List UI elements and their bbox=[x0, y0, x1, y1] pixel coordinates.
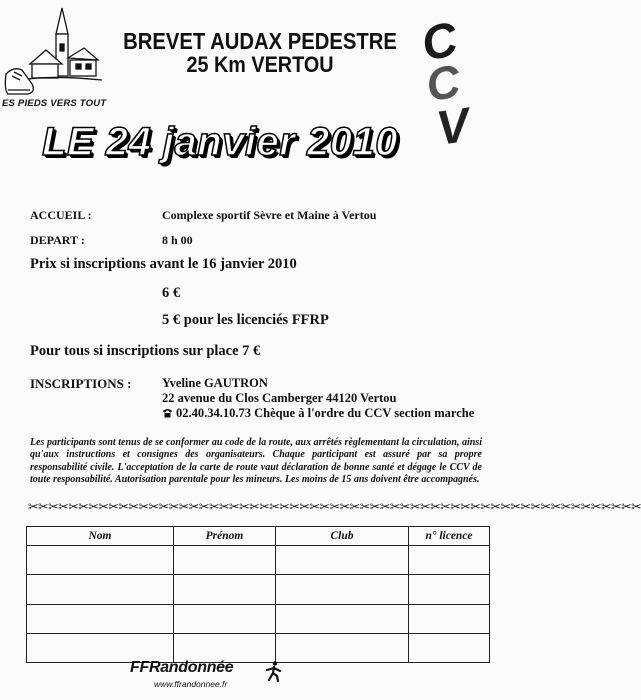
table-cell[interactable] bbox=[174, 546, 276, 575]
price-licensed: 5 € pour les licenciés FFRP bbox=[162, 312, 329, 328]
column-header-licence: n° licence bbox=[409, 527, 490, 546]
table-row bbox=[27, 575, 490, 604]
early-price-heading: Prix si inscriptions avant le 16 janvier 2010 bbox=[30, 256, 297, 272]
inscriptions-label: INSCRIPTIONS : bbox=[30, 376, 132, 391]
ccv-letters-logo bbox=[417, 10, 510, 156]
table-cell[interactable] bbox=[409, 604, 490, 633]
accueil-value: Complexe sportif Sèvre et Maine à Vertou bbox=[162, 208, 377, 222]
event-date-banner: LE 24 janvier 2010 bbox=[42, 120, 398, 164]
contact-phone: 02.40.34.10.73 Chèque à l'ordre du CCV section marche bbox=[176, 406, 475, 420]
page-title: BREVET AUDAX PEDESTRE bbox=[123, 28, 397, 54]
page-subtitle: 25 Km VERTOU bbox=[186, 52, 334, 77]
table-cell[interactable] bbox=[276, 575, 409, 604]
onsite-price: Pour tous si inscriptions sur place 7 € bbox=[30, 343, 261, 359]
depart-label: DEPART : bbox=[30, 233, 85, 247]
column-header-club: Club bbox=[276, 527, 409, 546]
depart-value: 8 h 00 bbox=[162, 233, 193, 247]
ffrandonnee-url: www.ffrandonnee.fr bbox=[154, 679, 228, 689]
contact-phone-line bbox=[162, 406, 474, 421]
svg-text:V: V bbox=[433, 98, 473, 156]
contact-name: Yveline GAUTRON bbox=[162, 376, 268, 390]
logo-caption: ES PIEDS VERS TOUT bbox=[2, 98, 107, 109]
table-cell[interactable] bbox=[276, 604, 409, 633]
table-cell[interactable] bbox=[174, 575, 276, 604]
column-header-nom: Nom bbox=[27, 527, 174, 546]
table-cell[interactable] bbox=[27, 604, 174, 633]
participant-notice: Les participants sont tenus de se conformer au code de la route, aux arrêtés règlementant la circulation, ainsi qu'aux instructions et consignes des organisateurs. Chaque participant est assuré par sa propre responsabilité civile. L'acceptation de la carte de route vaut déclaration de bonne santé et dégage le CCV de toute responsabilité. Autorisation parentale pour les mineurs. Les moins de 15 ans doivent être accompagnés. bbox=[30, 437, 482, 486]
table-cell[interactable] bbox=[276, 546, 409, 575]
table-cell[interactable] bbox=[409, 546, 490, 575]
table-cell[interactable] bbox=[409, 633, 490, 662]
accueil-label: ACCUEIL : bbox=[30, 208, 92, 222]
table-header-row bbox=[27, 527, 490, 546]
table-cell[interactable] bbox=[174, 604, 276, 633]
column-header-prenom: Prénom bbox=[174, 527, 276, 546]
club-logo-left bbox=[2, 4, 106, 112]
table-cell[interactable] bbox=[27, 575, 174, 604]
ccv-logo bbox=[417, 10, 510, 156]
table-cell[interactable] bbox=[27, 546, 174, 575]
registration-table bbox=[26, 526, 490, 663]
table-row bbox=[27, 546, 490, 575]
scissors-cut-line: ✂✂✂✂✂✂✂✂✂✂✂✂✂✂✂✂✂✂✂✂✂✂✂✂✂✂✂✂✂✂✂✂✂✂✂✂✂✂✂✂✂✂✂✂✂✂✂✂✂✂✂✂✂✂✂✂✂✂✂✂✂ bbox=[28, 499, 641, 514]
table-cell[interactable] bbox=[409, 575, 490, 604]
ffrandonnee-brand: FFRandonnée bbox=[130, 659, 234, 676]
contact-address: 22 avenue du Clos Camberger 44120 Vertou bbox=[162, 391, 397, 405]
telephone-icon bbox=[162, 408, 173, 418]
svg-text:C: C bbox=[422, 54, 464, 112]
table-row bbox=[27, 604, 490, 633]
svg-text:C: C bbox=[417, 12, 463, 72]
price-standard: 6 € bbox=[162, 285, 181, 301]
village-church-icon bbox=[2, 4, 106, 100]
